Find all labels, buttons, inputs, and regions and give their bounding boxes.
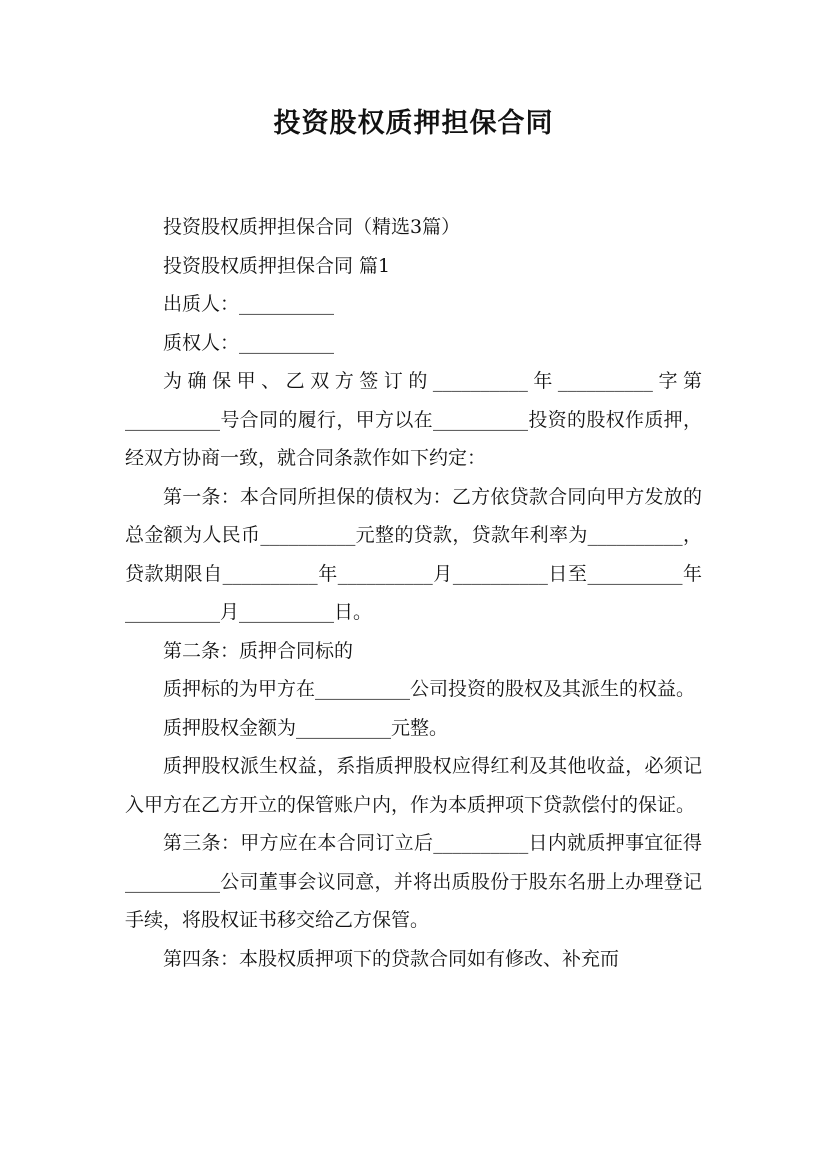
document-title: 投资股权质押担保合同 [273, 108, 554, 139]
paragraph-article-4: 第四条：本股权质押项下的贷款合同如有修改、补充而 [163, 947, 620, 970]
paragraph-article-2-heading: 第二条：质押合同标的 [163, 639, 354, 662]
paragraph-pledgor: 出质人：__________ [163, 293, 335, 315]
paragraph-section-heading: 投资股权质押担保合同 篇1 [163, 254, 391, 277]
paragraph-derived-rights: 质押股权派生权益，系指质押股权应得红利及其他收益，必须记入甲方在乙方开立的保管账户内，作为本质押项下贷款偿付的保证。 [125, 755, 702, 816]
paragraph-article-1: 第一条：本合同所担保的债权为：乙方依贷款合同向甲方发放的总金额为人民币__________元整的贷款，贷款年利率为__________，贷款期限自__________年__________月__________日至__________年__________月__________日。 [125, 485, 702, 623]
paragraph-preamble: 为确保甲、乙双方签订的__________年__________字第__________号合同的履行，甲方以在__________投资的股权作质押，经双方协商一致，就合同条款作如下约定： [125, 370, 702, 469]
paragraph-subtitle: 投资股权质押担保合同（精选3篇） [163, 216, 461, 238]
paragraph-pledge-subject: 质押标的为甲方在__________公司投资的股权及其派生的权益。 [163, 678, 696, 700]
document-body [125, 208, 702, 978]
paragraph-article-3: 第三条：甲方应在本合同订立后__________日内就质押事宜征得__________公司董事会议同意，并将出质股份于股东名册上办理登记手续，将股权证书移交给乙方保管。 [125, 832, 702, 931]
paragraph-pledge-amount: 质押股权金额为__________元整。 [163, 716, 449, 739]
paragraph-pledgee: 质权人：__________ [163, 331, 335, 354]
